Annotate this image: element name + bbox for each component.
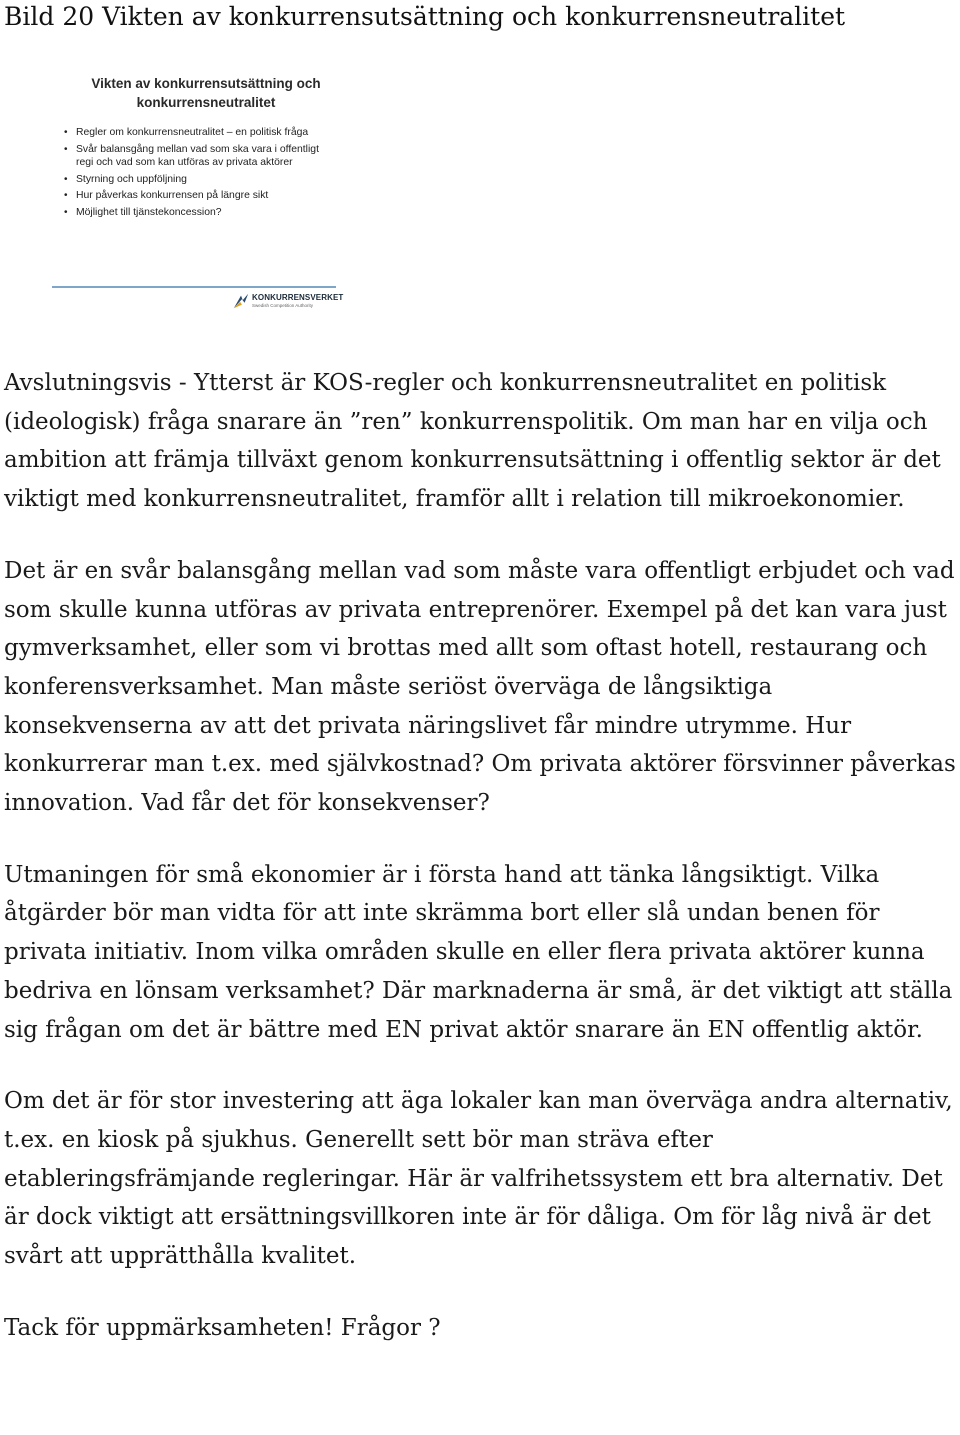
paragraph: Utmaningen för små ekonomier är i första hand att tänka långsiktigt. Vilka åtgärder bör man vidta för att inte skrämma bort eller slå undan benen för privata initiativ. Inom vilka områden skulle en eller flera privata aktörer kunna bedriva en lönsam verksamhet? Där marknaderna är små, är det viktigt att ställa sig frågan om det är bättre med EN privat aktör snarare än EN offentlig aktör. — [4, 861, 953, 1043]
bullet-icon: • — [64, 173, 68, 185]
paragraph: Det är en svår balansgång mellan vad som måste vara offentligt erbjudet och vad som skulle kunna utföras av privata entreprenörer. Exempel på det kan vara just gymverksamhet, eller som vi brottas med allt som oftast hotell, restaurang och konferensverksamhet. Man måste seriöst överväga de långsiktiga konsekvenserna av att det privata näringslivet får mindre utrymme. Hur konkurrerar man t.ex. med självkostnad? Om privata aktörer försvinner påverkas innovation. Vad får det för konsekvenser? — [4, 557, 956, 817]
slide-bullet: • Regler om konkurrensneutralitet – en politisk fråga — [64, 127, 309, 138]
logo-subtext: Swedish Competition Authority — [252, 303, 314, 308]
slide-bullet: • Möjlighet till tjänstekoncession? — [64, 206, 222, 218]
bullet-icon: • — [64, 190, 68, 201]
bullet-icon: • — [64, 143, 68, 155]
paragraph: Om det är för stor investering att äga lokaler kan man överväga andra alternativ, t.ex. en kiosk på sjukhus. Generellt sett bör man sträva efter etableringsfrämjande regleringar. Här är valfrihetssystem ett bra alternativ. Det är dock viktigt att ersättningsvillkoren inte är för dåliga. Om för låg nivå är det svårt att upprätthålla kvalitet. — [4, 1088, 953, 1270]
logo-text: KONKURRENSVERKET — [252, 293, 344, 302]
document-body — [4, 364, 956, 1347]
slide-thumbnail — [50, 70, 350, 320]
closing-line: Tack för uppmärksamheten! Frågor ? — [4, 1314, 441, 1341]
slide-divider — [52, 286, 336, 288]
logo-arrow-icon — [232, 292, 250, 310]
slide-bullet: • Styrning och uppföljning — [64, 173, 187, 185]
bullet-icon: • — [64, 127, 68, 138]
slide-bullet: • Hur påverkas konkurrensen på längre sikt — [64, 190, 269, 201]
slide-bullet: • Svår balansgång mellan vad som ska vara i offentligt regi och vad som kan utföras av privata aktörer — [64, 143, 319, 168]
slide-bullet-list — [62, 126, 337, 222]
bullet-icon: • — [64, 206, 68, 218]
paragraph: Avslutningsvis - Ytterst är KOS-regler och konkurrensneutralitet en politisk (ideologisk) fråga snarare än ”ren” konkurrenspolitik. Om man har en vilja och ambition att främja tillväxt genom konkurrensutsättning i offentlig sektor är det viktigt med konkurrensneutralitet, framför allt i relation till mikroekonomier. — [4, 370, 941, 513]
konkurrensverket-logo — [232, 290, 342, 316]
page-heading: Bild 20 Vikten av konkurrensutsättning och konkurrensneutralitet — [4, 2, 846, 31]
slide-title: Vikten av konkurrensutsättning och konkurrensneutralitet — [91, 76, 321, 110]
